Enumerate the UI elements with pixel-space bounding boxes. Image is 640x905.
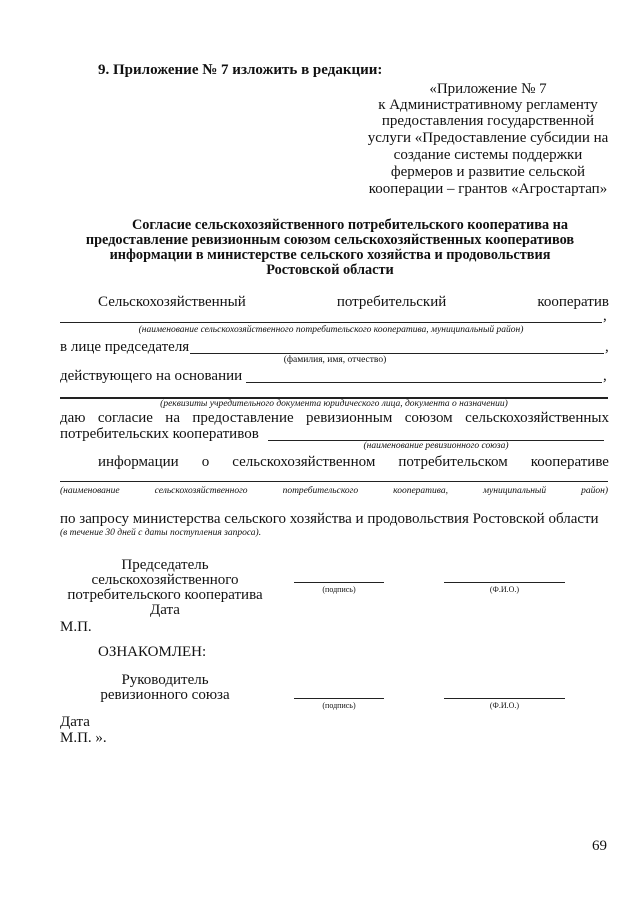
word: кооператива, — [393, 486, 448, 496]
request-text: по запросу министерства сельского хозяйства и продовольствия Ростовской области — [60, 511, 599, 527]
document-title-line: Ростовской области — [266, 262, 394, 278]
chair-title-line: сельскохозяйственного — [91, 572, 239, 588]
word: потребительском — [398, 454, 508, 470]
word: район) — [581, 486, 608, 496]
word: кооператив — [537, 294, 609, 310]
word: (наименование — [60, 486, 120, 496]
info-line — [98, 454, 609, 471]
acting-basis-label: действующего на основании — [60, 368, 243, 384]
word: потребительский — [336, 294, 447, 310]
word: согласие — [97, 410, 153, 426]
acquainted-label: ОЗНАКОМЛЕН: — [98, 644, 207, 660]
word: сельскохозяйственном — [232, 454, 376, 470]
consent-line-2: потребительских кооперативов — [60, 426, 259, 442]
chair-date-label: Дата — [150, 602, 180, 618]
annex-line: создание системы поддержки — [393, 147, 583, 163]
word: сельскохозяйственного — [154, 486, 248, 496]
comma: , — [603, 368, 607, 384]
chairman-name-field[interactable] — [190, 353, 604, 354]
word: потребительского — [282, 486, 359, 496]
word: на — [165, 410, 180, 426]
chair-signature-field[interactable] — [294, 582, 384, 583]
chair-title-line: потребительского кооператива — [67, 587, 263, 603]
basis-field[interactable] — [246, 382, 602, 383]
request-note: (в течение 30 дней с даты поступления запроса). — [60, 528, 262, 538]
head-date-label: Дата — [60, 714, 90, 730]
consent-line — [60, 410, 609, 427]
word: муниципальный — [482, 486, 547, 496]
page-number: 69 — [592, 838, 607, 854]
document-title-line: информации в министерстве сельского хозяйства и продовольствия — [109, 247, 551, 263]
document-title-line: предоставление ревизионным союзом сельскохозяйственных кооперативов — [85, 232, 575, 248]
head-fio-caption: (Ф.И.О.) — [489, 701, 520, 710]
section-heading: 9. Приложение № 7 изложить в редакции: — [98, 62, 383, 78]
head-stamp-label: М.П. ». — [60, 730, 107, 746]
word: кооперативе — [530, 454, 609, 470]
coop-info-field[interactable] — [60, 481, 608, 482]
caption-union: (наименование ревизионного союза) — [363, 441, 509, 451]
caption-coop-name: (наименование сельскохозяйственного потребительского кооператива, муниципальный район) — [138, 325, 524, 335]
comma: , — [605, 339, 609, 355]
annex-line: услуги «Предоставление субсидии на — [367, 130, 609, 146]
caption-coop-info — [60, 486, 608, 497]
head-signature-field[interactable] — [294, 698, 384, 699]
word: предоставление — [192, 410, 294, 426]
chair-signature-caption: (подпись) — [322, 585, 356, 594]
represented-by-label: в лице председателя — [60, 339, 190, 355]
word: союзом — [404, 410, 453, 426]
head-signature-caption: (подпись) — [322, 701, 356, 710]
coop-name-field[interactable] — [60, 322, 602, 323]
word: о — [201, 454, 210, 470]
annex-line: «Приложение № 7 — [429, 81, 547, 97]
word: Сельскохозяйственный — [98, 294, 246, 310]
comma: , — [603, 308, 607, 324]
document-title-line: Согласие сельскохозяйственного потребительского кооператива на — [131, 217, 569, 233]
word: ревизионным — [306, 410, 393, 426]
annex-line: фермеров и развитие сельской — [390, 164, 586, 180]
word: информации — [98, 454, 179, 470]
annex-line: кооперации – грантов «Агростартап» — [368, 181, 608, 197]
caption-fio: (фамилия, имя, отчество) — [283, 355, 387, 365]
head-fio-field[interactable] — [444, 698, 565, 699]
chair-title-line: Председатель — [121, 557, 209, 573]
coop-intro-line — [98, 294, 609, 311]
chair-fio-field[interactable] — [444, 582, 565, 583]
word: даю — [60, 410, 86, 426]
annex-line: предоставления государственной — [381, 113, 595, 129]
annex-line: к Административному регламенту — [378, 97, 598, 113]
word: сельскохозяйственных — [465, 410, 609, 426]
chair-stamp-label: М.П. — [60, 619, 92, 635]
chair-fio-caption: (Ф.И.О.) — [489, 585, 520, 594]
head-title-line: ревизионного союза — [100, 687, 230, 703]
head-title-line: Руководитель — [121, 672, 209, 688]
caption-requisites: (реквизиты учредительного документа юридического лица, документа о назначении) — [160, 399, 508, 409]
